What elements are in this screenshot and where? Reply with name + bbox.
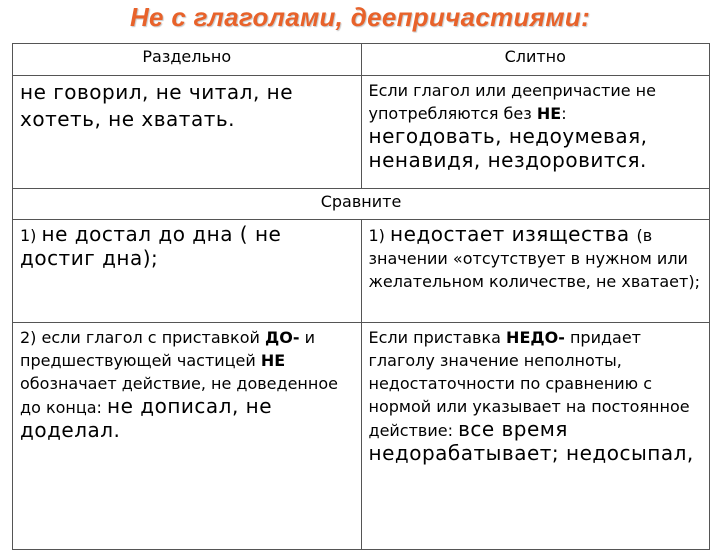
rule-text: придает глаголу значение неполноты, недостаточности по сравнению с нормой или указывает на постоянное действие: [368, 328, 690, 440]
rule-text: и предшествующей частицей [20, 328, 315, 370]
rule-text: обозначает действие, не доведенное до конца: [20, 374, 338, 417]
rules-table [12, 43, 710, 550]
rule-text: 2) если глагол с приставкой [20, 328, 265, 347]
rule-examples: негодовать, недоумевая, ненавидя, нездоровится. [368, 124, 648, 172]
rule-prefix: ДО- [265, 328, 300, 347]
rule-particle: НЕ [536, 104, 562, 123]
rule-particle: НЕ [260, 351, 286, 370]
compare-row [13, 189, 710, 220]
rule-colon: : [561, 104, 567, 123]
rule-examples: все время недорабатывает; недосыпал, [368, 417, 694, 465]
cell-nedo-prefix-rule [361, 323, 710, 550]
table-row [13, 220, 710, 323]
table-row [13, 323, 710, 550]
cell-together-rule [361, 76, 710, 189]
item-explanation: (в значении «отсутствует в нужном или желательном количестве, не хватает); [368, 226, 700, 291]
item-number: 1) [368, 226, 391, 245]
compare-label: Сравните [13, 189, 710, 220]
cell-do-prefix-rule [13, 323, 362, 550]
cell-separate-examples: не говорил, не читал, не хотеть, не хватать. [13, 76, 362, 189]
table-row [13, 76, 710, 189]
cell-compare-together [361, 220, 710, 323]
header-separate: Раздельно [13, 44, 362, 76]
page-title: Не с глаголами, деепричастиями: [129, 2, 591, 32]
item-example: недостает изящества [390, 222, 637, 246]
item-number: 1) [20, 226, 42, 245]
rule-prefix: НЕДО- [506, 328, 565, 347]
header-row [13, 44, 710, 76]
item-text: не достал до дна ( не достиг дна); [20, 222, 282, 270]
cell-compare-separate [13, 220, 362, 323]
rule-text: Если приставка [368, 328, 507, 347]
rule-text: Если глагол или деепричастие не употребляются без [368, 81, 656, 123]
header-together: Слитно [361, 44, 710, 76]
rule-examples: не дописал, не доделал. [20, 394, 273, 442]
